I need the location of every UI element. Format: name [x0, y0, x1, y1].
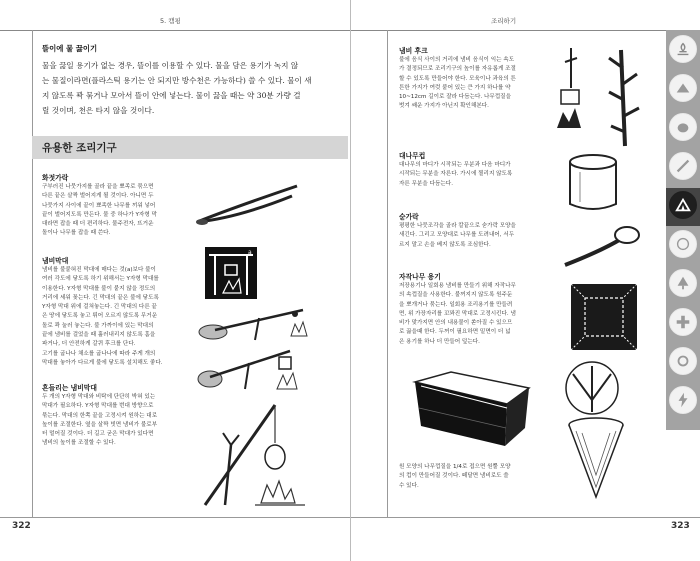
section-heading: 뜰이에 물 끓이기 — [42, 44, 98, 53]
text-line: 10~12cm 길이로 잘라 다듬는다. 나무껍질을 — [399, 94, 511, 101]
text-line: Y자형 막대 위에 걸쳐놓는다. 긴 막대의 다른 끝 — [42, 304, 157, 311]
wooden-spoon-illustration — [561, 225, 641, 270]
text-line: 터 멀어질 것이다. 더 길고 굳은 막대가 있다면 — [42, 431, 154, 438]
text-line: 의 컵이 만들어질 것이다. 떼달면 냄비로도 쓸 — [399, 473, 509, 480]
item-title: 숟가락 — [399, 213, 419, 221]
margin-rule — [32, 30, 33, 518]
text-line: 끝에 냄비를 걸었을 때 흘러내리지 않도록 홈을 — [42, 332, 156, 339]
item-text — [42, 393, 192, 449]
text-line: 원 모양의 나무껍질을 1/4로 접으면 원뿔 모양 — [399, 464, 511, 470]
text-line: 돌이나 나무를 잡을 때 쓴다. — [42, 230, 111, 237]
section-banner — [32, 136, 348, 159]
box-corner-detail-illustration — [563, 360, 621, 415]
text-line: 은 용기를 하나 더 만들어 덮는다. — [399, 338, 480, 345]
banner-title: 유용한 조리기구 — [42, 142, 117, 154]
margin-rule — [387, 30, 388, 518]
text-line: 수 있다. — [399, 482, 419, 489]
right-page — [350, 0, 700, 561]
text-line: 는 물질이라면(플라스틱 용기는 안 되지만 방수천은 가능하다) 쓸 수 있다. 물이 새 — [42, 76, 312, 85]
text-line: 비가 맞가지면 안의 내용물이 쏟아질 수 있으므 — [399, 320, 513, 327]
birch-bark-sheet-illustration — [569, 282, 639, 352]
tongs-illustration — [192, 180, 302, 230]
text-line: 은 땅에 닿도록 놓고 튀어 오르지 않도록 무거운 — [42, 313, 158, 320]
item-title: 흔들리는 냄비막대 — [42, 384, 97, 392]
text-line: 튼한 가지가 여럿 붙어 있는 큰 가지 하나를 약 — [399, 84, 511, 91]
text-line: 여러 각도에 닿도록 하기 위해서는 Y자형 막대를 — [42, 276, 159, 283]
y-stick-pot-illustration — [195, 345, 310, 390]
text-line: 돌로 꽉 눌러 놓는다. 불 가까이에 있는 막대의 — [42, 322, 154, 329]
text-line: 벗겨 쌔운 가지가 아닌지 확인해본다. — [399, 103, 489, 110]
text-line: 불에 음식 사이의 거리에 냄비 음식이 익는 속도 — [399, 57, 515, 63]
canteen-icon[interactable] — [669, 113, 697, 141]
text-line: 막대가 필요하다. Y자형 막대를 번대 방향으로 — [42, 403, 154, 410]
text-line: 저장용기나 일회용 냄비를 만들기 위해 자작나무 — [399, 283, 516, 289]
item-text — [399, 161, 549, 189]
text-line: 냄비를 불붙혀진 막대에 매다는 것(a)보다 불이 — [42, 267, 156, 273]
footer-rule — [0, 517, 350, 518]
figure-label: a — [248, 249, 252, 256]
text-line: 고기를 굽나나 채소를 굽나나에 따라 주게 개의 — [42, 350, 156, 357]
item-title: 냄비 후크 — [399, 47, 428, 55]
text-line: 면, 위 가장자리를 꼬꽈진 막대로 고정시킨다. 냄 — [399, 310, 516, 317]
item-text — [42, 266, 192, 368]
compass-icon[interactable] — [669, 230, 697, 258]
text-line: 두 개의 Y자형 막대와 비탁에 단단히 박혀 있는 — [42, 394, 156, 400]
text-line: 새긴다. 그리고 모양대로 나무를 도려내어, 서두 — [399, 232, 515, 239]
text-line: 평평한 나뭇조각을 골라 칼끝으로 숟가락 모양을 — [399, 223, 516, 229]
text-line: 을 뽀개거나 묶는다. 일회용 조리용기를 만들려 — [399, 301, 513, 308]
pot-hook-illustration — [551, 48, 651, 148]
text-line: 구부러진 나뭇가지를 골라 끝을 뾰족로 묶으면 — [42, 184, 154, 190]
item-text — [42, 183, 192, 239]
swinging-pot-illustration — [195, 395, 310, 510]
text-line: 로 끓을때 한다. 두꺼이 필요하면 밑면이 더 넓 — [399, 329, 511, 336]
page-number: 323 — [671, 521, 690, 531]
text-line: 지 않도록 꽉 묶거나 모아서 뜰이 안에 넣는다. 물이 끓을 때는 약 30분 가량 걸 — [42, 91, 301, 100]
footer-rule — [351, 517, 700, 518]
header-rule — [0, 30, 350, 31]
item-text — [399, 56, 549, 112]
item-text — [399, 282, 549, 347]
text-line: 대라면 잡을 때 더 편리하다. 물주전자, 뜨거운 — [42, 221, 154, 228]
text-line: 끝이 벌어지도록 만든다. 물 중 하나가 Y자형 막 — [42, 211, 157, 218]
item-title: 냄비막대 — [42, 257, 69, 265]
text-line: 파거나, 더 안전하게 갈퀴 후크를 단다. — [42, 341, 136, 348]
first-aid-icon[interactable] — [669, 308, 697, 336]
section-paragraph — [42, 58, 338, 118]
text-line: 막대를 놓아가 다르게 불에 닿도록 설치해도 좋다. — [42, 359, 163, 366]
text-line: 묶는다. 막대의 한쪽 끝을 고정시켜 원하는 대로 — [42, 412, 158, 419]
pot-stick-illustration — [195, 302, 310, 342]
text-line: 릴 것이며, 천은 타지 않을 것이다. — [42, 106, 155, 115]
camping-tent-icon[interactable] — [669, 191, 697, 219]
campfire-icon[interactable] — [669, 35, 697, 63]
item-title: 화젓가락 — [42, 174, 69, 182]
tree-icon[interactable] — [669, 269, 697, 297]
text-line: 거리에 세워 꽂는다. 긴 막대의 끝은 불에 닿도록 — [42, 294, 159, 301]
page-number: 322 — [12, 521, 31, 531]
item-text — [399, 222, 549, 250]
item-title: 대나무컵 — [399, 152, 426, 160]
text-line: 자른 무분을 다듬는다. — [399, 180, 453, 187]
text-line: 가 결정되므로 조리기구의 높이를 자유롭게 조절 — [399, 66, 516, 73]
running-head: 조리하기 — [491, 17, 517, 25]
lightning-icon[interactable] — [669, 386, 697, 414]
text-line: 높이를 조절한다. 옆을 살짝 빗면 냄비가 불로부 — [42, 421, 158, 428]
shelter-icon[interactable] — [669, 74, 697, 102]
bamboo-cup-illustration — [566, 152, 621, 214]
text-line: 시작되는 무분을 자른다. 가시에 찔리지 않도록 — [399, 171, 513, 178]
text-line: 대나무의 마디가 시작되는 무분과 다음 마디가 — [399, 162, 511, 168]
header-rule — [351, 30, 700, 31]
bark-cone-illustration — [566, 415, 626, 500]
knot-icon[interactable] — [669, 347, 697, 375]
chapter-tabs — [666, 30, 700, 430]
running-head: 5. 캠핑 — [160, 17, 181, 25]
text-line: 이용한다. Y자형 막대를 불이 붙지 않을 정도의 — [42, 285, 156, 292]
text-line: 의 속껍질을 사용한다. 불꺼지지 않도록 원주둔 — [399, 292, 513, 299]
text-line: 나뭇가지 사이에 끝이 뾰족한 나무를 끼워 넣어 — [42, 202, 156, 209]
item-title: 자작나무 용기 — [399, 273, 441, 281]
text-line: 르지 말고 손을 베지 않도록 조심한다. — [399, 241, 491, 248]
text-line: 다른 끝은 살짝 벌어지게 될 것이다. 아니면 두 — [42, 193, 154, 200]
item-text — [399, 463, 549, 491]
knife-icon[interactable] — [669, 152, 697, 180]
birch-box-illustration — [411, 368, 531, 450]
text-line: 할 수 있도록 만들어야 한다. 모육이나 과육의 튼 — [399, 75, 516, 82]
text-line: 물을 끓일 용기가 없는 경우, 뜰이를 이용할 수 있다. 물을 담은 용기가 녹지 않 — [42, 61, 299, 70]
pot-over-fire-illustration — [205, 247, 257, 299]
text-line: 냄비의 높이를 조절할 수 있다. — [42, 440, 116, 447]
